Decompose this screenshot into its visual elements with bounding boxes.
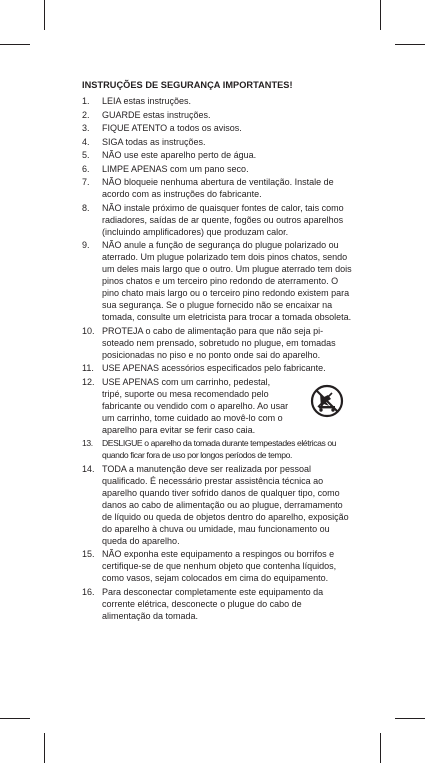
crop-mark-bottom-right-horizontal [395, 718, 425, 719]
item-text: NÃO instale próximo de quaisquer fontes de calor, tais como radiadores, saídas de ar quente, fogões ou outros aparelhos (incluindo amplificadores) que produzam calor. [102, 202, 344, 237]
list-item [82, 325, 352, 361]
crop-mark-top-left-vertical [44, 0, 45, 30]
item-number: 9. [82, 240, 90, 250]
item-text: PROTEJA o cabo de alimentação para que não seja pisoteado nem prensado, sobretudo no plugue, em tomadas posicionadas no piso e no ponto onde sai do aparelho. [102, 325, 336, 360]
item-number: 8. [82, 202, 90, 213]
item-number: 13. [82, 438, 93, 448]
item-number: 16. [82, 586, 95, 597]
list-item [82, 149, 352, 161]
item-number: 3. [82, 123, 90, 133]
item-number: 11. [82, 363, 94, 373]
list-item [82, 548, 352, 584]
crop-mark-top-right-vertical [380, 0, 381, 30]
item-text: NÃO use este aparelho perto de água. [102, 150, 257, 160]
item-text: LIMPE APENAS com um pano seco. [102, 163, 249, 174]
list-item [82, 586, 352, 622]
list-item [82, 122, 352, 134]
list-item [82, 95, 352, 107]
item-text: NÃO anule a função de segurança do plugue polarizado ou aterrado. Um plugue polarizado tem dois pinos chatos, sendo um deles mais largo que o outro. Um plugue aterrado tem dois pinos chatos e um terceiro pino redondo de aterramento. O pino chato mais largo ou o terceiro pino redondo existem para sua segurança. Se o plugue fornecido não se encaixar na tomada, consulte um eletricista para trocar a tomada obsoleta. [102, 240, 352, 322]
item-number: 7. [82, 177, 90, 187]
item-number: 10. [82, 325, 95, 336]
item-text: LEIA estas instruções. [102, 96, 192, 106]
list-item [82, 437, 352, 461]
item-text: TODA a manutenção deve ser realizada por pessoal qualificado. É necessário prestar assistência técnica ao aparelho quando tiver sofrido danos de qualquer tipo, como danos ao cabo de alimentação ou ao plugue, derramamento de líquido ou queda de objetos dentro do aparelho, exposição do aparelho à chuva ou umidade, mau funcionamento ou queda do aparelho. [102, 463, 349, 546]
crop-mark-bottom-left-vertical [44, 733, 45, 763]
crop-mark-bottom-left-horizontal [0, 718, 30, 719]
crop-mark-top-left-horizontal [0, 44, 30, 45]
item-text: NÃO exponha este equipamento a respingos ou borrifos e certifique-se de que nenhum objeto que contenha líquidos, como vasos, sejam colocados em cima do equipamento. [102, 549, 337, 583]
item-number: 1. [82, 96, 90, 106]
item-text: NÃO bloqueie nenhuma abertura de ventilação. Instale de acordo com as instruções do fabricante. [102, 177, 334, 199]
item-number: 4. [82, 136, 90, 147]
item-text: FIQUE ATENTO a todos os avisos. [102, 123, 242, 133]
list-item [82, 376, 352, 436]
item-number: 6. [82, 163, 90, 174]
item-number: 5. [82, 150, 90, 160]
list-item [82, 463, 352, 547]
list-item [82, 136, 352, 148]
list-item [82, 176, 352, 200]
item-text: Para desconectar completamente este equipamento da corrente elétrica, desconecte o plugue do cabo de alimentação da tomada. [102, 586, 324, 621]
item-number: 2. [82, 109, 90, 120]
item-text: SIGA todas as instruções. [102, 136, 206, 147]
crop-mark-top-right-horizontal [395, 44, 425, 45]
item-text: DESLIGUE o aparelho da tomada durante tempestades elétricas ou quando ficar fora de uso por longos períodos de tempo. [102, 438, 337, 460]
list-item [82, 239, 352, 323]
page-title: INSTRUÇÕES DE SEGURANÇA IMPORTANTES! [82, 80, 293, 90]
instructions-list [82, 95, 352, 622]
cart-tip-over-warning-icon [310, 384, 344, 418]
list-item [82, 109, 352, 121]
list-item [82, 163, 352, 175]
list-item [82, 202, 352, 238]
list-item [82, 362, 352, 374]
item-number: 14. [82, 463, 95, 474]
item-text: GUARDE estas instruções. [102, 109, 211, 120]
crop-mark-bottom-right-vertical [380, 733, 381, 763]
item-number: 15. [82, 549, 95, 559]
item-text: USE APENAS acessórios especificados pelo fabricante. [102, 363, 326, 373]
item-text: USE APENAS com um carrinho, pedestal, tripé, suporte ou mesa recomendado pelo fabricante ou vendido com o aparelho. Ao usar um carrinho, tome cuidado ao movê-lo com o aparelho para evitar se ferir caso caia. [102, 376, 289, 435]
item-number: 12. [82, 376, 95, 387]
safety-instructions [82, 79, 352, 623]
